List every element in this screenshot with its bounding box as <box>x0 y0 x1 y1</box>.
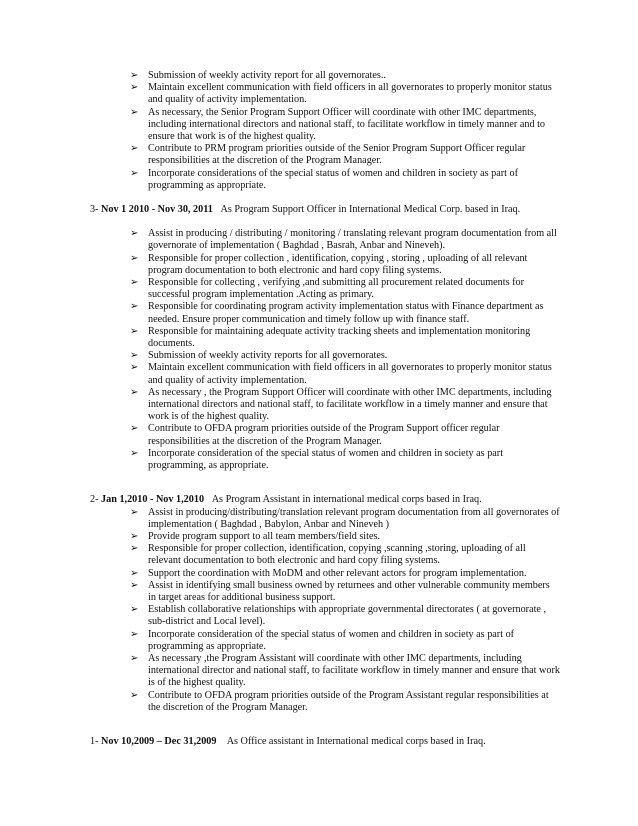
bullet-item <box>130 653 560 690</box>
bullet-text: Assist in producing/distributing/translation relevant program documentation from all governorates of implementation ( Baghdad , Babylon, Anbar and Nineveh ) <box>148 506 560 530</box>
bullet-item <box>130 690 560 714</box>
bullet-item <box>130 543 560 567</box>
bullet-text: Responsible for proper collection, identification, copying ,scanning ,storing, uploading of all relevant documentation to both electronic and hard copy filing systems. <box>148 543 526 567</box>
job-dates: Jan 1,2010 - Nov 1,2010 <box>101 494 205 506</box>
arrow-bullet-icon: ➢ <box>130 106 139 118</box>
bullet-item <box>130 448 560 472</box>
arrow-bullet-icon: ➢ <box>130 350 139 362</box>
bullet-list-job-3 <box>90 228 560 472</box>
arrow-bullet-icon: ➢ <box>130 604 139 616</box>
bullet-list-job-2 <box>90 507 560 714</box>
arrow-bullet-icon: ➢ <box>130 277 139 289</box>
bullet-text: Establish collaborative relationships with appropriate governmental directorates ( at governorate , sub-district and Local level). <box>148 604 547 628</box>
bullet-text: Provide program support to all team members/field sites. <box>148 530 380 542</box>
bullet-item <box>130 568 560 580</box>
arrow-bullet-icon: ➢ <box>130 167 139 179</box>
job-title: As Office assistant in International medical corps based in Iraq. <box>226 735 486 747</box>
arrow-bullet-icon: ➢ <box>130 689 139 701</box>
bullet-text: Responsible for coordinating program activity implementation status with Finance department as needed. Ensure proper communication and timely follow up with finance staff. <box>148 301 544 325</box>
bullet-text: Incorporate consideration of the special status of women and children in society as part of programming as appropriate. <box>148 628 515 652</box>
arrow-bullet-icon: ➢ <box>130 325 139 337</box>
bullet-item <box>130 228 560 252</box>
job-dates: Nov 1 2010 - Nov 30, 2011 <box>101 204 213 216</box>
bullet-text: Responsible for collecting , verifying ,and submitting all procurement related documents for successful program implementation .Acting as primary. <box>148 277 524 301</box>
bullet-item <box>130 70 560 82</box>
bullet-text: Incorporate considerations of the special status of women and children in society as part of programming as appropriate. <box>148 167 519 191</box>
bullet-item <box>130 143 560 167</box>
bullet-item <box>130 387 560 424</box>
job-heading-2 <box>90 494 560 506</box>
job-heading-3 <box>90 204 560 216</box>
bullet-item <box>130 326 560 350</box>
bullet-item <box>130 362 560 386</box>
arrow-bullet-icon: ➢ <box>130 543 139 555</box>
bullet-item <box>130 168 560 192</box>
bullet-text: As necessary, the Senior Program Support Officer will coordinate with other IMC departments, including international directors and national staff, to facilitate workflow in timely manner and to ensure that work is of the highest quality. <box>148 106 546 143</box>
job-number: 3- <box>90 204 99 216</box>
bullet-item <box>130 507 560 531</box>
arrow-bullet-icon: ➢ <box>130 628 139 640</box>
bullet-item <box>130 580 560 604</box>
job-dates: Nov 10,2009 – Dec 31,2009 <box>101 735 217 747</box>
bullet-text: Support the coordination with MoDM and other relevant actors for program implementation. <box>148 567 527 579</box>
bullet-item <box>130 350 560 362</box>
bullet-text: Incorporate consideration of the special status of women and children in society as part programming, as appropriate. <box>148 447 504 472</box>
bullet-text: Submission of weekly activity reports for all governorates. <box>148 350 388 362</box>
arrow-bullet-icon: ➢ <box>130 143 139 155</box>
arrow-bullet-icon: ➢ <box>130 228 139 240</box>
arrow-bullet-icon: ➢ <box>130 530 139 542</box>
arrow-bullet-icon: ➢ <box>130 301 139 313</box>
bullet-item <box>130 531 560 543</box>
job-number: 2- <box>90 494 99 506</box>
arrow-bullet-icon: ➢ <box>130 252 139 264</box>
job-title: As Program Support Officer in International Medical Corp. based in Iraq. <box>220 204 521 216</box>
bullet-text: As necessary , the Program Support Officer will coordinate with other IMC departments, including international directors and national staff, to facilitate workflow in a timely manner and ensure that work is of the highest quality. <box>148 386 552 423</box>
job-heading-1 <box>90 736 560 748</box>
bullet-text: Maintain excellent communication with field officers in all governorates to properly monitor status and quality of activity implementation. <box>148 362 552 386</box>
bullet-item <box>130 107 560 144</box>
bullet-text: Assist in identifying small business owned by returnees and other vulnerable community members in target areas for additional business support. <box>148 579 550 603</box>
bullet-item <box>130 277 560 301</box>
bullet-item <box>130 301 560 325</box>
bullet-text: Contribute to PRM program priorities outside of the Senior Program Support Officer regular responsibilities at the discretion of the Program Manager. <box>148 143 526 167</box>
arrow-bullet-icon: ➢ <box>130 506 139 518</box>
job-title: As Program Assistant in international medical corps based in Iraq. <box>211 494 482 506</box>
bullet-text: As necessary ,the Program Assistant will coordinate with other IMC departments, including international director and national staff, to facilitate workflow in timely manner and ensure that work is of the highest quality. <box>148 652 560 689</box>
arrow-bullet-icon: ➢ <box>130 567 139 579</box>
arrow-bullet-icon: ➢ <box>130 82 139 94</box>
arrow-bullet-icon: ➢ <box>130 70 139 81</box>
resume-body <box>90 70 560 748</box>
arrow-bullet-icon: ➢ <box>130 423 139 435</box>
bullet-text: Contribute to OFDA program priorities outside of the Program Support officer regular responsibilities at the discretion of the Program Manager. <box>148 423 500 447</box>
bullet-item <box>130 629 560 653</box>
bullet-text: Responsible for proper collection , identification, copying , storing , uploading of all relevant program documentation to both electronic and hard copy filing systems. <box>148 252 528 276</box>
arrow-bullet-icon: ➢ <box>130 362 139 374</box>
arrow-bullet-icon: ➢ <box>130 579 139 591</box>
bullet-text: Maintain excellent communication with field officers in all governorates to properly monitor status and quality of activity implementation. <box>148 82 552 106</box>
bullet-item <box>130 423 560 447</box>
bullet-item <box>130 604 560 628</box>
bullet-list-continued <box>90 70 560 192</box>
bullet-text: Assist in producing / distributing / monitoring / translating relevant program documentation from all governorate of implementation ( Baghdad , Basrah, Anbar and Nineveh). <box>148 228 557 252</box>
bullet-item <box>130 253 560 277</box>
bullet-text: Responsible for maintaining adequate activity tracking sheets and implementation monitoring documents. <box>148 325 531 350</box>
bullet-item <box>130 82 560 106</box>
arrow-bullet-icon: ➢ <box>130 652 139 664</box>
arrow-bullet-icon: ➢ <box>130 447 139 459</box>
arrow-bullet-icon: ➢ <box>130 386 139 398</box>
bullet-text: Contribute to OFDA program priorities outside of the Program Assistant regular responsibilities at the discretion of the Program Manager. <box>148 689 549 713</box>
bullet-text: Submission of weekly activity report for all governorates.. <box>148 70 386 81</box>
job-number: 1- <box>90 735 99 747</box>
